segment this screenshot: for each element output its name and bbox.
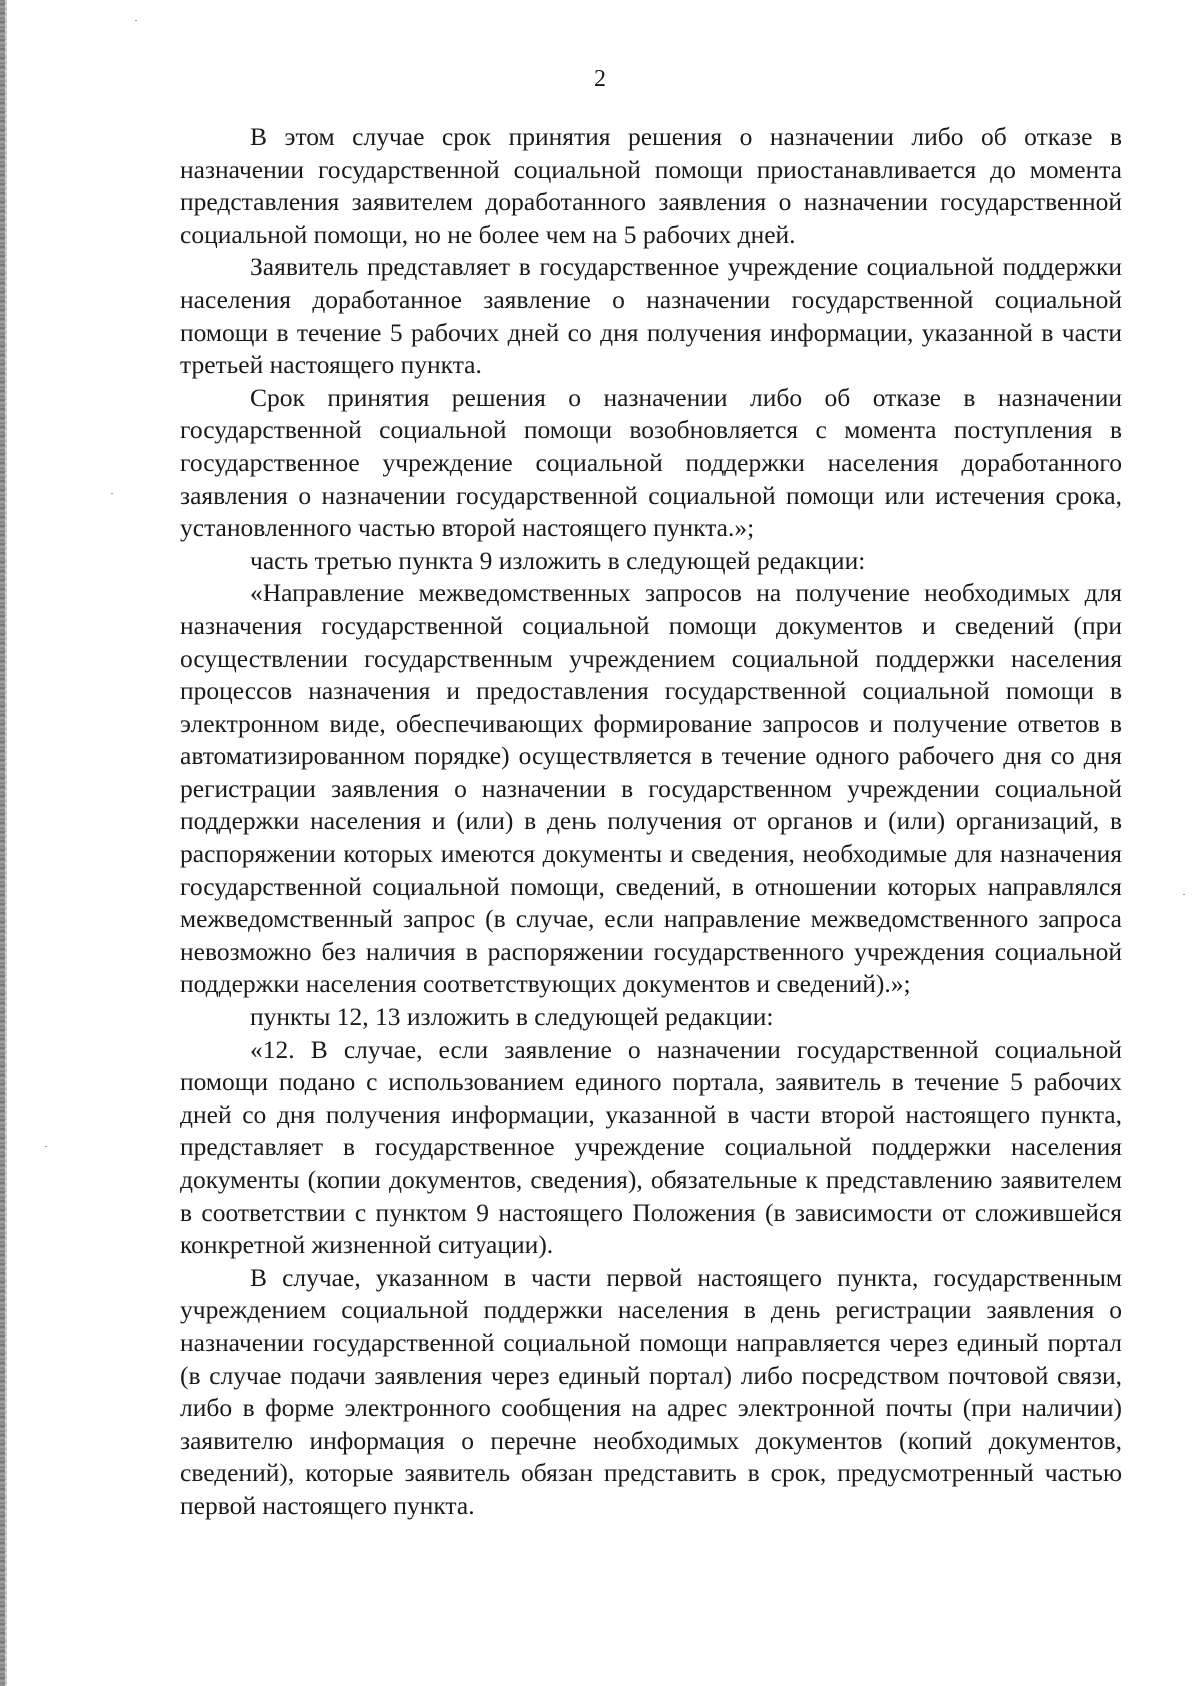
paragraph: Срок принятия решения о назначении либо об отказе в назначении государственной социальной помощи возобновляется с момента поступления в государственное учреждение социальной поддержки населения доработанного заявления о назначении государственной социальной помощи или истечения срока, установленного частью второй настоящего пункта.»; [180, 382, 1122, 543]
page-number [0, 64, 1200, 94]
paragraph: Заявитель представляет в государственное учреждение социальной поддержки населения доработанное заявление о назначении государственной социальной помощи в течение 5 рабочих дней со дня получения информации, указанной в части третьей настоящего пункта. [180, 252, 1122, 380]
scan-speck [1183, 894, 1185, 895]
scan-edge-shadow [5, 0, 7, 1686]
page-number-text: 2 [594, 66, 606, 92]
paragraph: пункты 12, 13 изложить в следующей редакции: [250, 1002, 774, 1032]
paragraph: «12. В случае, если заявление о назначении государственной социальной помощи подано с использованием единого портала, заявитель в течение 5 рабочих дней со дня получения информации, указанной в части второй настоящего пункта, представляет в государственное учреждение социальной поддержки населения документы (копии документов, сведения), обязательные к представлению заявителем в соответствии с пунктом 9 настоящего Положения (в зависимости от сложившейся конкретной жизненной ситуации). [180, 1034, 1122, 1260]
scan-speck [45, 1146, 47, 1147]
paragraph: В случае, указанном в части первой настоящего пункта, государственным учреждением социальной поддержки населения в день регистрации заявления о назначении государственной социальной помощи направляется через единый портал (в случае подачи заявления через единый портал) либо посредством почтовой связи, либо в форме электронного сообщения на адрес электронной почты (при наличии) заявителю информация о перечне необходимых документов (копий документов, сведений), которые заявитель обязан представить в срок, предусмотренный частью первой настоящего пункта. [180, 1262, 1122, 1520]
document-body [180, 121, 1122, 1523]
scan-speck [135, 20, 137, 21]
paragraph: часть третью пункта 9 изложить в следующей редакции: [250, 545, 866, 575]
paragraph: В этом случае срок принятия решения о назначении либо об отказе в назначении государственной социальной помощи приостанавливается до момента представления заявителем доработанного заявления о назначении государственной социальной помощи, но не более чем на 5 рабочих дней. [180, 122, 1122, 249]
paragraph: «Направление межведомственных запросов на получение необходимых для назначения государственной социальной помощи документов и сведений (при осуществлении государственным учреждением социальной поддержки населения процессов назначения и предоставления государственной социальной помощи в электронном виде, обеспечивающих формирование запросов и получение ответов в автоматизированном порядке) осуществляется в течение одного рабочего дня со дня регистрации заявления о назначении в государственном учреждении социальной поддержки населения и (или) в день получения от органов и (или) организаций, в распоряжении которых имеются документы и сведения, необходимые для назначения государственной социальной помощи, сведений, в отношении которых направлялся межведомственный запрос (в случае, если направление межведомственного запроса невозможно без наличия в распоряжении государственного учреждения социальной поддержки населения соответствующих документов и сведений).»; [180, 578, 1122, 999]
scan-speck [111, 493, 113, 494]
